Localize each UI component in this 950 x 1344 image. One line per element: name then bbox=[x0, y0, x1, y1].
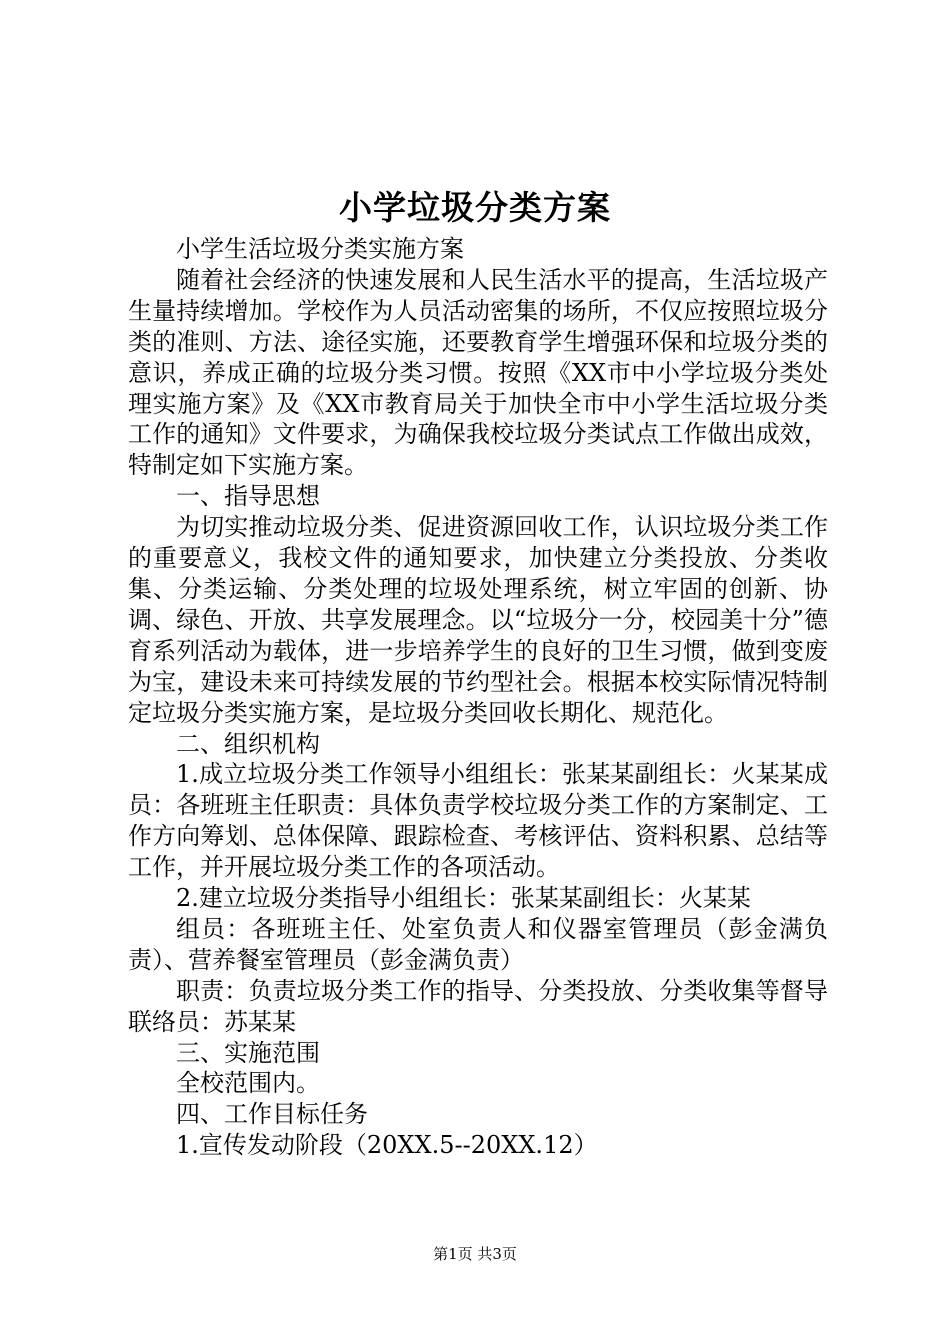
duties-paragraph: 职责：负责垃圾分类工作的指导、分类投放、分类收集等督导联络员：苏某某 bbox=[128, 976, 828, 1036]
section-heading-guiding-thought: 一、指导思想 bbox=[176, 482, 320, 511]
page-number: 第1页 共3页 bbox=[433, 1245, 517, 1263]
subtitle-paragraph: 小学生活垃圾分类实施方案 bbox=[176, 235, 464, 263]
section-heading-organization: 二、组织机构 bbox=[176, 729, 320, 758]
section-heading-goals: 四、工作目标任务 bbox=[176, 1100, 368, 1129]
scope-paragraph: 全校范围内。 bbox=[176, 1069, 320, 1098]
leadership-group-paragraph: 1.成立垃圾分类工作领导小组组长：张某某副组长：火某某成员：各班班主任职责：具体负责学校垃圾分类工作的方案制定、工作方向筹划、总体保障、跟踪检查、考核评估、资料积累、总结等工作，并开展垃圾分类工作的各项活动。 bbox=[128, 760, 828, 882]
stage-one-paragraph: 1.宣传发动阶段（20XX.5--20XX.12） bbox=[176, 1131, 598, 1160]
document-title: 小学垃圾分类方案 bbox=[339, 188, 611, 227]
section-heading-scope: 三、实施范围 bbox=[176, 1038, 320, 1067]
guidance-group-paragraph: 2.建立垃圾分类指导小组组长：张某某副组长：火某某 bbox=[176, 884, 751, 913]
members-paragraph: 组员：各班班主任、处室负责人和仪器室管理员（彭金满负责）、营养餐室管理员（彭金满负责） bbox=[128, 914, 828, 974]
guiding-thought-paragraph: 为切实推动垃圾分类、促进资源回收工作，认识垃圾分类工作的重要意义，我校文件的通知要求，加快建立分类投放、分类收集、分类运输、分类处理的垃圾处理系统，树立牢固的创新、协调、绿色、开放、共享发展理念。以“垃圾分一分，校园美十分”德育系列活动为载体，进一步培养学生的良好的卫生习惯，做到变废为宝，建设未来可持续发展的节约型社会。根据本校实际情况特制定垃圾分类实施方案，是垃圾分类回收长期化、规范化。 bbox=[128, 513, 828, 727]
document-body bbox=[128, 234, 828, 1161]
intro-paragraph: 随着社会经济的快速发展和人民生活水平的提高，生活垃圾产生量持续增加。学校作为人员活动密集的场所，不仅应按照垃圾分类的准则、方法、途径实施，还要教育学生增强环保和垃圾分类的意识，养成正确的垃圾分类习惯。按照《XX市中小学垃圾分类处理实施方案》及《XX市教育局关于加快全市中小学生活垃圾分类工作的通知》文件要求，为确保我校垃圾分类试点工作做出成效，特制定如下实施方案。 bbox=[128, 265, 828, 480]
